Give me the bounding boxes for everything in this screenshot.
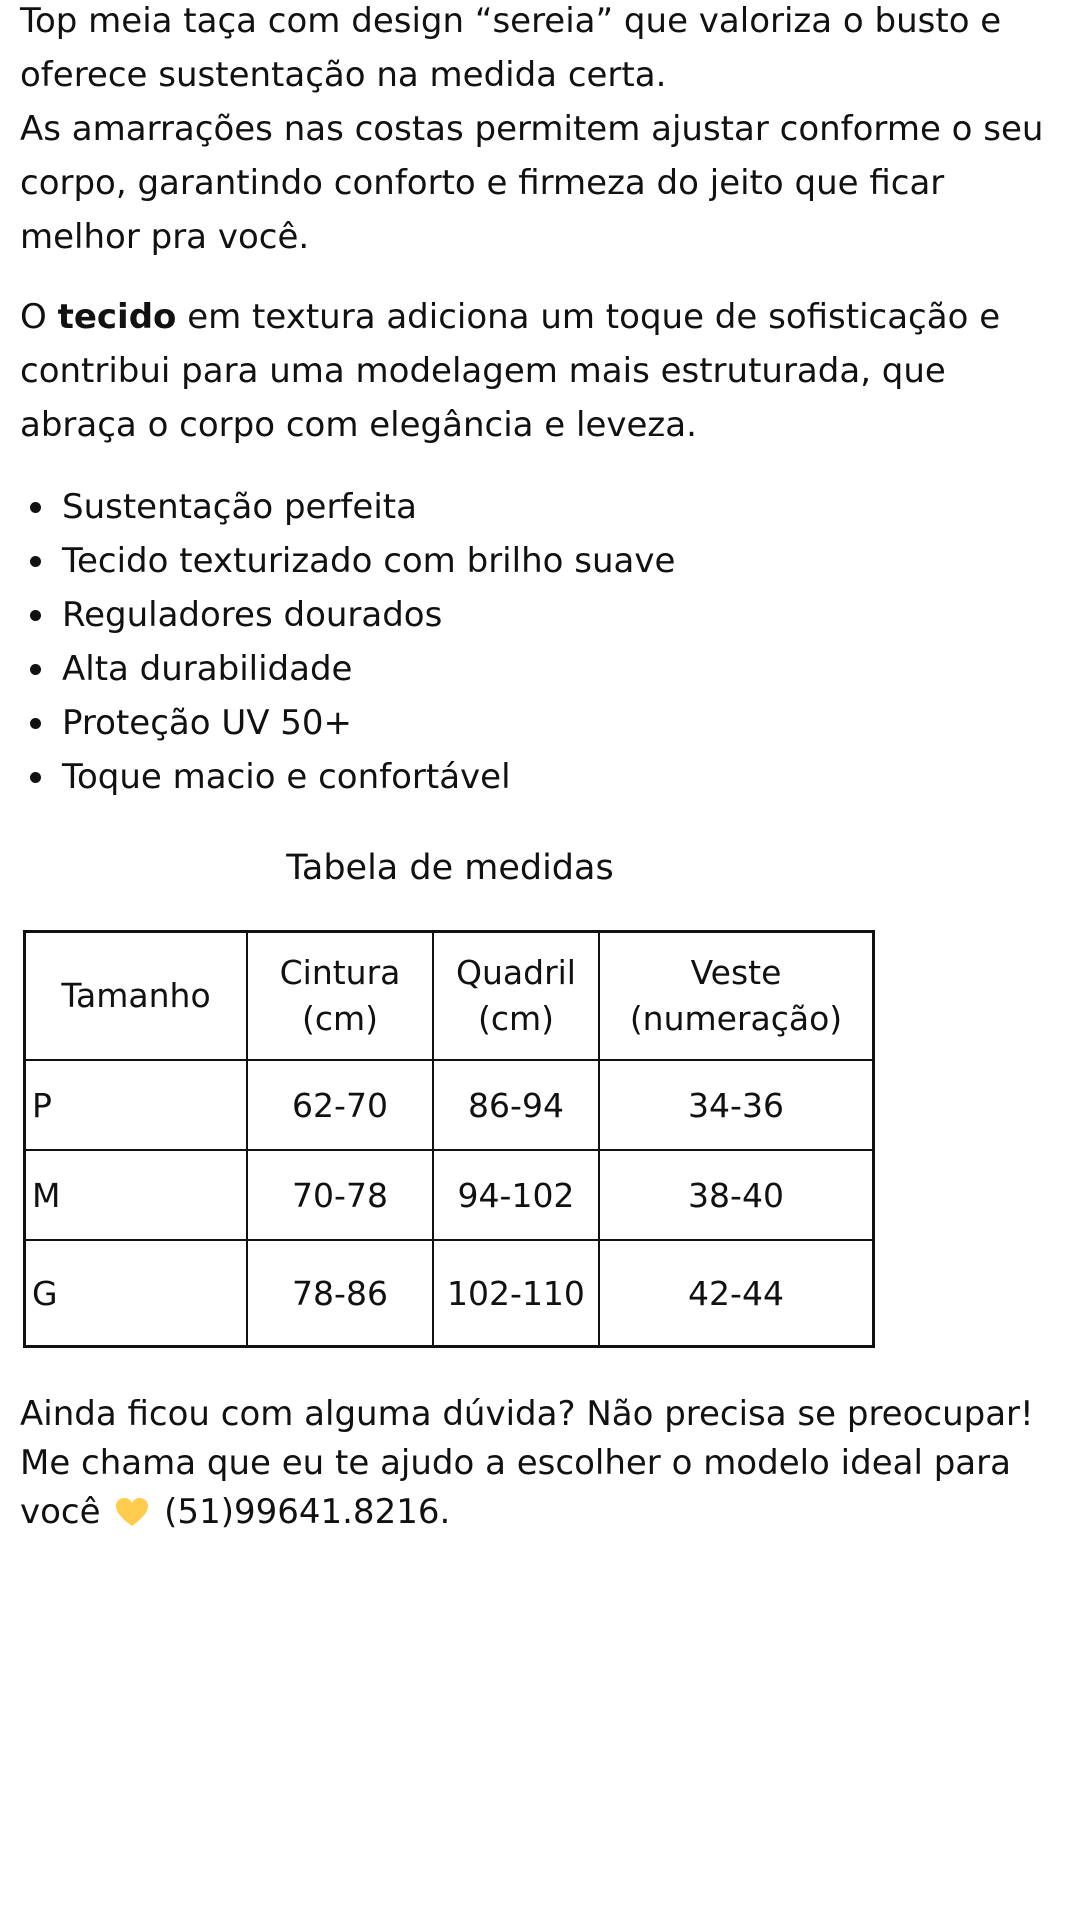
size-cell: G xyxy=(25,1240,248,1347)
product-description xyxy=(20,0,1060,1532)
size-table-title: Tabela de medidas xyxy=(286,848,614,888)
hip-cell: 94-102 xyxy=(433,1150,599,1240)
bullet-icon xyxy=(30,610,41,621)
size-table-header-row xyxy=(25,932,874,1061)
feature-label: Reguladores dourados xyxy=(62,595,443,635)
table-row xyxy=(25,1060,874,1150)
paragraph-2-prefix: O xyxy=(20,297,58,337)
contact-message xyxy=(20,1390,1060,1537)
feature-list xyxy=(20,480,1060,804)
header-size: Tamanho xyxy=(25,932,248,1061)
bullet-icon xyxy=(30,502,41,513)
description-paragraph-2 xyxy=(20,290,1060,452)
feature-label: Alta durabilidade xyxy=(62,649,353,689)
feature-item xyxy=(20,588,1060,642)
feature-item xyxy=(20,480,1060,534)
yellow-heart-icon xyxy=(115,1497,149,1527)
hip-cell: 102-110 xyxy=(433,1240,599,1347)
description-sentence-2: As amarrações nas costas permitem ajustar conforme o seu corpo, garantindo conforto e firmeza do jeito que ficar melhor pra você. xyxy=(20,109,1044,257)
description-sentence-1: Top meia taça com design “sereia” que valoriza o busto e oferece sustentação na medida certa. xyxy=(20,1,1002,95)
feature-item xyxy=(20,642,1060,696)
feature-item xyxy=(20,696,1060,750)
header-hip: Quadril (cm) xyxy=(433,932,599,1061)
fits-cell: 42-44 xyxy=(599,1240,874,1347)
size-cell: M xyxy=(25,1150,248,1240)
table-row xyxy=(25,1150,874,1240)
feature-label: Tecido texturizado com brilho suave xyxy=(62,541,676,581)
feature-label: Proteção UV 50+ xyxy=(62,703,353,743)
size-table xyxy=(23,930,875,1348)
header-fits: Veste (numeração) xyxy=(599,932,874,1061)
bullet-icon xyxy=(30,718,41,729)
waist-cell: 78-86 xyxy=(247,1240,433,1347)
contact-phone[interactable]: (51)99641.8216. xyxy=(164,1492,451,1532)
feature-item xyxy=(20,750,1060,804)
bullet-icon xyxy=(30,664,41,675)
heart-shape xyxy=(116,1498,148,1526)
bullet-icon xyxy=(30,772,41,783)
feature-label: Sustentação perfeita xyxy=(62,487,417,527)
feature-label: Toque macio e confortável xyxy=(62,757,511,797)
hip-cell: 86-94 xyxy=(433,1060,599,1150)
size-cell: P xyxy=(25,1060,248,1150)
fits-cell: 34-36 xyxy=(599,1060,874,1150)
waist-cell: 62-70 xyxy=(247,1060,433,1150)
fabric-highlight: tecido xyxy=(57,297,177,337)
fits-cell: 38-40 xyxy=(599,1150,874,1240)
description-paragraph-1 xyxy=(20,0,1060,264)
feature-item xyxy=(20,534,1060,588)
waist-cell: 70-78 xyxy=(247,1150,433,1240)
bullet-icon xyxy=(30,556,41,567)
contact-text: Ainda ficou com alguma dúvida? Não precisa se preocupar! Me chama que eu te ajudo a escolher o modelo ideal para você xyxy=(20,1394,1034,1532)
header-waist: Cintura (cm) xyxy=(247,932,433,1061)
table-row xyxy=(25,1240,874,1347)
paragraph-2-rest: em textura adiciona um toque de sofisticação e contribui para uma modelagem mais estruturada, que abraça o corpo com elegância e leveza. xyxy=(20,297,1001,445)
